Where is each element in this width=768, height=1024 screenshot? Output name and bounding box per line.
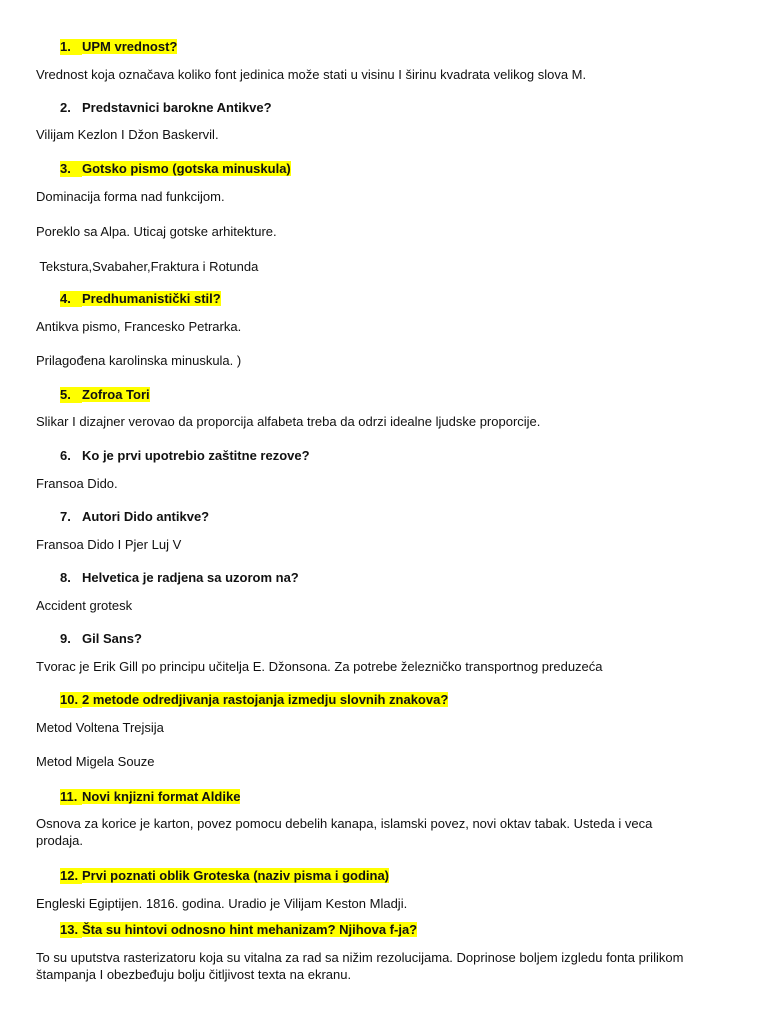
question-heading: [60, 922, 417, 938]
answer-text: Osnova za korice je karton, povez pomocu debelih kanapa, islamski povez, novi oktav tabak. Usteda i veca prodaja.: [36, 816, 653, 848]
question-text: Helvetica je radjena sa uzorom na?: [82, 570, 299, 585]
question-heading: [60, 631, 142, 647]
question-text: Novi knjizni format Aldike: [82, 789, 241, 804]
answer-text: Prilagođena karolinska minuskula. ): [36, 353, 242, 368]
question-text: 2 metode odredjivanja rastojanja izmedju slovnih znakova?: [82, 692, 449, 707]
answer-text: Fransoa Dido.: [36, 476, 118, 491]
question-text: Gil Sans?: [82, 631, 142, 646]
question-heading: [60, 868, 389, 884]
question-number: 11.: [60, 789, 82, 805]
question-number: 7.: [60, 509, 71, 524]
answer-text: Vilijam Kezlon I Džon Baskervil.: [36, 127, 219, 142]
question-heading: [60, 39, 177, 55]
question-number: 8.: [60, 570, 71, 585]
question-heading: [60, 509, 209, 525]
question-text: Gotsko pismo (gotska minuskula): [82, 161, 291, 176]
answer-text: Dominacija forma nad funkcijom.: [36, 189, 225, 204]
question-number: 10.: [60, 692, 82, 708]
answer-text: Poreklo sa Alpa. Uticaj gotske arhitekture.: [36, 224, 277, 239]
answer-text: Fransoa Dido I Pjer Luj V: [36, 537, 182, 552]
question-number: 1.: [60, 39, 82, 55]
answer-text: Tvorac je Erik Gill po principu učitelja E. Džonsona. Za potrebe železničko transportnog preduzeća: [36, 659, 603, 674]
question-heading: [60, 161, 291, 177]
question-heading: [60, 291, 221, 307]
question-text: Predstavnici barokne Antikve?: [82, 100, 272, 115]
answer-text: Accident grotesk: [36, 598, 133, 613]
question-text: Zofroa Tori: [82, 387, 150, 402]
question-heading: [60, 448, 310, 464]
answer-text: Slikar I dizajner verovao da proporcija alfabeta treba da odrzi idealne ljudske proporcije.: [36, 414, 541, 429]
question-heading: [60, 100, 272, 116]
question-number: 3.: [60, 161, 82, 177]
question-number: 2.: [60, 100, 71, 115]
answer-text: Engleski Egiptijen. 1816. godina. Uradio je Vilijam Keston Mladji.: [36, 896, 408, 911]
answer-text: Metod Voltena Trejsija: [36, 720, 164, 735]
question-number: 5.: [60, 387, 82, 403]
question-text: Predhumanistički stil?: [82, 291, 221, 306]
question-number: 9.: [60, 631, 71, 646]
question-heading: [60, 692, 448, 708]
question-number: 4.: [60, 291, 82, 307]
answer-text: Tekstura,Svabaher,Fraktura i Rotunda: [36, 259, 259, 274]
question-heading: [60, 570, 299, 586]
question-number: 12.: [60, 868, 82, 884]
question-number: 13.: [60, 922, 82, 938]
answer-text: Antikva pismo, Francesko Petrarka.: [36, 319, 242, 334]
question-heading: [60, 789, 240, 805]
question-heading: [60, 387, 150, 403]
question-number: 6.: [60, 448, 71, 463]
question-text: UPM vrednost?: [82, 39, 178, 54]
question-text: Autori Dido antikve?: [82, 509, 210, 524]
answer-text: To su uputstva rasterizatoru koja su vitalna za rad sa nižim rezolucijama. Doprinose boljem izgledu fonta prilikom štampanja I obezbeđuju bolju čitljivost texta na ekranu.: [36, 950, 684, 982]
answer-text: Metod Migela Souze: [36, 754, 155, 769]
answer-text: Vrednost koja označava koliko font jedinica može stati u visinu I širinu kvadrata velikog slova M.: [36, 67, 587, 82]
question-text: Prvi poznati oblik Groteska (naziv pisma i godina): [82, 868, 390, 883]
question-text: Ko je prvi upotrebio zaštitne rezove?: [82, 448, 310, 463]
question-text: Šta su hintovi odnosno hint mehanizam? Njihova f-ja?: [82, 922, 418, 937]
